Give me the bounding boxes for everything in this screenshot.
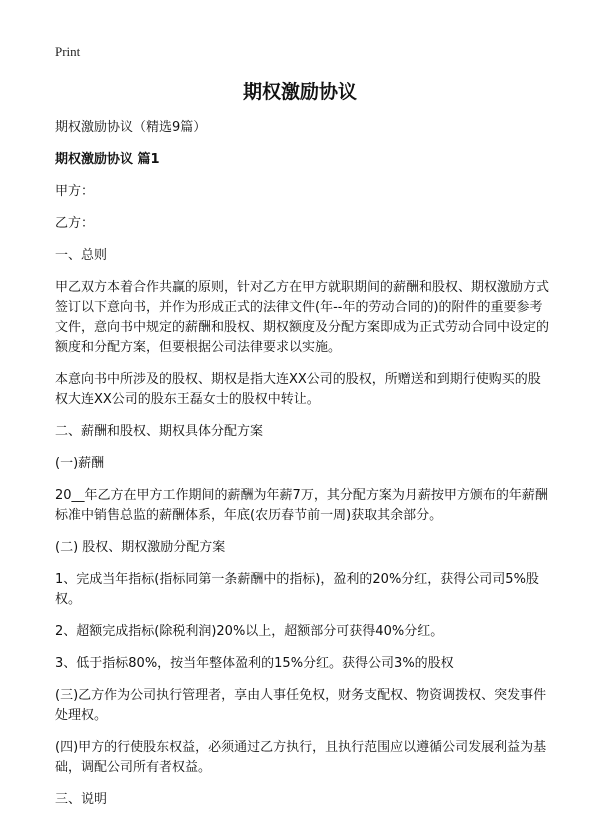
print-link[interactable]: Print [55,44,81,59]
party-a-line: 甲方： [55,184,95,199]
plan-heading: 二、薪酬和股权、期权具体分配方案 [55,424,264,439]
explain-heading: 三、说明 [55,792,108,807]
general-paragraph-2: 本意向书中所涉及的股权、期权是指大连XX公司的股权，所赠送和到期行使购买的股权大连XX公司的股东王磊女士的股权中转让。 [55,372,541,407]
equity-item-3: 3、低于指标80%，按当年整体盈利的15%分红。获得公司3%的股权 [55,656,454,671]
salary-heading: (一)薪酬 [55,456,105,471]
general-paragraph-1: 甲乙双方本着合作共赢的原则，针对乙方在甲方就职期间的薪酬和股权、期权激励方式签订以下意向书，并作为形成正式的法律文件(年--年的劳动合同的)的附件的重要参考文件，意向书中规定的薪酬和股权、期权额度及分配方案即成为正式劳动合同中设定的额度和分配方案，但要根据公司法律要求以实施。 [55,280,550,355]
section-heading: 期权激励协议 篇1 [55,152,160,167]
equity-heading: (二) 股权、期权激励分配方案 [55,540,226,555]
shareholder-paragraph: (四)甲方的行使股东权益，必须通过乙方执行，且执行范围应以遵循公司发展利益为基础，调配公司所有者权益。 [55,740,547,775]
document-body [55,118,550,810]
management-paragraph: (三)乙方作为公司执行管理者，享由人事任免权，财务支配权、物资调拨权、突发事件处理权。 [55,688,547,723]
page-title: 期权激励协议 [242,81,357,103]
equity-item-2: 2、超额完成指标(除税利润)20%以上，超额部分可获得40%分红。 [55,624,444,639]
party-b-line: 乙方： [55,216,95,231]
general-heading: 一、总则 [55,248,108,263]
document-subtitle: 期权激励协议（精选9篇） [55,120,207,135]
equity-item-1: 1、完成当年指标(指标同第一条薪酬中的指标)，盈利的20%分红，获得公司司5%股权。 [55,572,539,607]
salary-paragraph: 20__年乙方在甲方工作期间的薪酬为年薪7万，其分配方案为月薪按甲方颁布的年薪酬标准中销售总监的薪酬体系，年底(农历春节前一周)获取其余部分。 [55,488,548,523]
